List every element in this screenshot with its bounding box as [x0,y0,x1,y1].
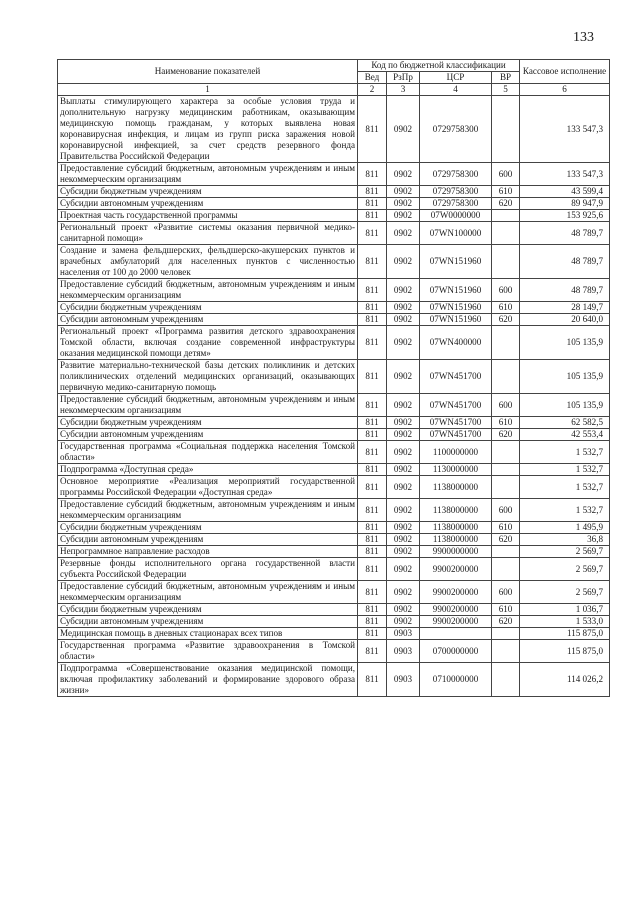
row-amount: 115 875,0 [520,628,610,640]
row-name: Подпрограмма «Доступная среда» [58,464,358,476]
table-row [58,628,610,640]
header-rzpr: РзПр [387,72,420,84]
row-vr: 620 [492,616,520,628]
row-ved: 811 [358,360,387,394]
row-name: Субсидии автономным учреждениям [58,534,358,546]
row-name: Государственная программа «Социальная поддержка населения Томской области» [58,441,358,464]
row-vr: 600 [492,163,520,186]
row-ved: 811 [358,163,387,186]
row-amount: 1 495,9 [520,522,610,534]
row-csr: 9900200000 [420,581,492,604]
row-vr: 610 [492,302,520,314]
row-csr: 07WN400000 [420,326,492,360]
row-rzpr: 0902 [387,522,420,534]
row-csr: 07WN151960 [420,279,492,302]
row-rzpr: 0902 [387,314,420,326]
row-name: Медицинская помощь в дневных стационарах всех типов [58,628,358,640]
row-rzpr: 0902 [387,417,420,429]
row-vr: 610 [492,522,520,534]
row-name: Государственная программа «Развитие здравоохранения в Томской области» [58,640,358,663]
row-name: Предоставление субсидий бюджетным, автономным учреждениям и иным некоммерческим организациям [58,581,358,604]
table-row [58,222,610,245]
row-rzpr: 0902 [387,302,420,314]
row-csr: 07WN100000 [420,222,492,245]
row-amount: 48 789,7 [520,222,610,245]
row-vr: 610 [492,417,520,429]
row-rzpr: 0902 [387,476,420,499]
row-rzpr: 0902 [387,534,420,546]
row-ved: 811 [358,581,387,604]
row-vr [492,222,520,245]
row-csr: 07WN151960 [420,302,492,314]
table-row [58,522,610,534]
row-csr: 0729758300 [420,186,492,198]
row-name: Субсидии бюджетным учреждениям [58,522,358,534]
row-vr: 620 [492,314,520,326]
table-row [58,302,610,314]
row-rzpr: 0902 [387,198,420,210]
row-name: Основное мероприятие «Реализация мероприятий государственной программы Российской Федерации «Доступная среда» [58,476,358,499]
table-row [58,326,610,360]
row-vr [492,663,520,697]
row-vr: 610 [492,186,520,198]
row-ved: 811 [358,616,387,628]
row-rzpr: 0902 [387,360,420,394]
row-csr: 07WN151960 [420,314,492,326]
row-name: Выплаты стимулирующего характера за особые условия труда и дополнительную нагрузку медицинским работникам, оказывающим медицинскую помощь гражданам, у которых выявлена новая коронавирусная инфекция, и лицам из групп риска заражения новой коронавирусной инфекцией, за счет средств резервного фонда Правительства Российской Федерации [58,96,358,163]
row-rzpr: 0902 [387,279,420,302]
row-csr: 0710000000 [420,663,492,697]
row-name: Резервные фонды исполнительного органа государственной власти субъекта Российской Федерации [58,558,358,581]
row-rzpr: 0902 [387,210,420,222]
table-row [58,604,610,616]
row-name: Субсидии автономным учреждениям [58,314,358,326]
table-row [58,279,610,302]
row-amount: 1 036,7 [520,604,610,616]
row-ved: 811 [358,476,387,499]
header-number-row [58,84,610,96]
table-row [58,429,610,441]
header-num-4: 4 [420,84,492,96]
row-rzpr: 0902 [387,499,420,522]
row-rzpr: 0903 [387,628,420,640]
row-csr: 0700000000 [420,640,492,663]
table-row [58,210,610,222]
row-amount: 133 547,3 [520,96,610,163]
table-row [58,558,610,581]
row-rzpr: 0902 [387,394,420,417]
row-vr [492,640,520,663]
row-ved: 811 [358,96,387,163]
row-ved: 811 [358,186,387,198]
row-amount: 2 569,7 [520,581,610,604]
row-ved: 811 [358,326,387,360]
row-name: Создание и замена фельдшерских, фельдшерско-акушерских пунктов и врачебных амбулаторий для населенных пунктов с численностью населения от 100 до 2000 человек [58,245,358,279]
row-vr [492,96,520,163]
table-row [58,417,610,429]
row-rzpr: 0902 [387,604,420,616]
row-csr: 9900000000 [420,546,492,558]
row-ved: 811 [358,499,387,522]
row-ved: 811 [358,302,387,314]
header-num-2: 2 [358,84,387,96]
row-rzpr: 0902 [387,222,420,245]
row-amount: 43 599,4 [520,186,610,198]
row-ved: 811 [358,222,387,245]
row-ved: 811 [358,279,387,302]
row-ved: 811 [358,628,387,640]
row-csr: 1138000000 [420,499,492,522]
row-vr: 620 [492,429,520,441]
header-ved: Вед [358,72,387,84]
header-csr: ЦСР [420,72,492,84]
row-amount: 2 569,7 [520,558,610,581]
row-name: Развитие материально-технической базы детских поликлиник и детских поликлинических отделений медицинских организаций, оказывающих первичную медико-санитарную помощь [58,360,358,394]
row-amount: 1 533,0 [520,616,610,628]
row-rzpr: 0902 [387,245,420,279]
row-vr: 620 [492,534,520,546]
row-vr [492,210,520,222]
table-row [58,616,610,628]
header-cash: Кассовое исполнение [520,60,610,84]
row-amount: 133 547,3 [520,163,610,186]
row-rzpr: 0902 [387,326,420,360]
row-amount: 36,8 [520,534,610,546]
row-rzpr: 0902 [387,186,420,198]
row-csr: 1138000000 [420,522,492,534]
row-rzpr: 0902 [387,558,420,581]
row-csr [420,628,492,640]
row-ved: 811 [358,558,387,581]
row-ved: 811 [358,640,387,663]
header-row-1 [58,60,610,72]
row-csr: 07WN451700 [420,429,492,441]
row-name: Субсидии бюджетным учреждениям [58,302,358,314]
row-csr: 0729758300 [420,198,492,210]
table-row [58,198,610,210]
table-row [58,163,610,186]
row-amount: 115 875,0 [520,640,610,663]
table-row [58,534,610,546]
row-rzpr: 0902 [387,464,420,476]
row-amount: 2 569,7 [520,546,610,558]
table-row [58,186,610,198]
row-vr [492,558,520,581]
row-amount: 48 789,7 [520,245,610,279]
row-name: Субсидии автономным учреждениям [58,429,358,441]
row-amount: 89 947,9 [520,198,610,210]
row-name: Предоставление субсидий бюджетным, автономным учреждениям и иным некоммерческим организациям [58,394,358,417]
row-amount: 42 553,4 [520,429,610,441]
table-row [58,663,610,697]
budget-table [57,59,610,697]
row-name: Региональный проект «Развитие системы оказания первичной медико-санитарной помощи» [58,222,358,245]
header-vr: ВР [492,72,520,84]
row-ved: 811 [358,546,387,558]
row-rzpr: 0902 [387,163,420,186]
row-vr [492,326,520,360]
row-vr [492,546,520,558]
row-amount: 28 149,7 [520,302,610,314]
row-ved: 811 [358,441,387,464]
row-amount: 1 532,7 [520,464,610,476]
table-row [58,581,610,604]
row-ved: 811 [358,534,387,546]
row-csr: 1138000000 [420,476,492,499]
row-vr [492,464,520,476]
row-ved: 811 [358,522,387,534]
row-csr: 0729758300 [420,96,492,163]
table-row [58,499,610,522]
table-body [58,96,610,697]
row-csr: 9900200000 [420,604,492,616]
row-name: Субсидии бюджетным учреждениям [58,417,358,429]
header-num-5: 5 [492,84,520,96]
row-vr: 610 [492,604,520,616]
page-number: 133 [573,30,594,45]
header-code-group: Код по бюджетной классификации [358,60,520,72]
table-row [58,476,610,499]
row-name: Региональный проект «Программа развития детского здравоохранения Томской области, включая создание современной инфраструктуры оказания медицинской помощи детям» [58,326,358,360]
row-name: Подпрограмма «Совершенствование оказания медицинской помощи, включая профилактику заболеваний и формирование здорового образа жизни» [58,663,358,697]
row-amount: 105 135,9 [520,360,610,394]
row-amount: 1 532,7 [520,476,610,499]
header-num-1: 1 [58,84,358,96]
row-vr: 620 [492,198,520,210]
row-amount: 105 135,9 [520,326,610,360]
row-amount: 48 789,7 [520,279,610,302]
row-rzpr: 0902 [387,616,420,628]
row-ved: 811 [358,429,387,441]
row-csr: 07WN151960 [420,245,492,279]
table-row [58,640,610,663]
row-csr: 07WN451700 [420,360,492,394]
row-name: Предоставление субсидий бюджетным, автономным учреждениям и иным некоммерческим организациям [58,163,358,186]
row-csr: 9900200000 [420,616,492,628]
table-row [58,245,610,279]
header-num-3: 3 [387,84,420,96]
table-row [58,360,610,394]
row-amount: 62 582,5 [520,417,610,429]
header-num-6: 6 [520,84,610,96]
row-vr [492,360,520,394]
row-ved: 811 [358,663,387,697]
row-csr: 0729758300 [420,163,492,186]
row-amount: 1 532,7 [520,499,610,522]
row-csr: 1130000000 [420,464,492,476]
table-row [58,394,610,417]
row-name: Предоставление субсидий бюджетным, автономным учреждениям и иным некоммерческим организациям [58,279,358,302]
row-ved: 811 [358,198,387,210]
row-ved: 811 [358,394,387,417]
row-csr: 1138000000 [420,534,492,546]
row-vr: 600 [492,394,520,417]
row-rzpr: 0902 [387,546,420,558]
table-row [58,546,610,558]
row-csr: 1100000000 [420,441,492,464]
table-row [58,314,610,326]
row-amount: 20 640,0 [520,314,610,326]
row-name: Субсидии автономным учреждениям [58,616,358,628]
table-row [58,96,610,163]
row-ved: 811 [358,245,387,279]
header-name: Наименование показателей [58,60,358,84]
row-name: Субсидии бюджетным учреждениям [58,186,358,198]
row-ved: 811 [358,464,387,476]
row-amount: 153 925,6 [520,210,610,222]
row-vr [492,628,520,640]
row-csr: 07WN451700 [420,394,492,417]
row-name: Предоставление субсидий бюджетным, автономным учреждениям и иным некоммерческим организациям [58,499,358,522]
row-rzpr: 0902 [387,429,420,441]
row-rzpr: 0903 [387,663,420,697]
row-name: Непрограммное направление расходов [58,546,358,558]
row-amount: 105 135,9 [520,394,610,417]
row-ved: 811 [358,417,387,429]
row-amount: 1 532,7 [520,441,610,464]
row-name: Субсидии автономным учреждениям [58,198,358,210]
row-csr: 07W0000000 [420,210,492,222]
row-csr: 9900200000 [420,558,492,581]
row-vr: 600 [492,581,520,604]
row-name: Проектная часть государственной программы [58,210,358,222]
row-csr: 07WN451700 [420,417,492,429]
row-vr [492,245,520,279]
row-vr: 600 [492,279,520,302]
row-rzpr: 0903 [387,640,420,663]
row-vr [492,441,520,464]
row-name: Субсидии бюджетным учреждениям [58,604,358,616]
row-vr: 600 [492,499,520,522]
table-row [58,464,610,476]
row-amount: 114 026,2 [520,663,610,697]
row-vr [492,476,520,499]
row-rzpr: 0902 [387,441,420,464]
row-rzpr: 0902 [387,581,420,604]
table-row [58,441,610,464]
row-ved: 811 [358,210,387,222]
row-rzpr: 0902 [387,96,420,163]
row-ved: 811 [358,314,387,326]
row-ved: 811 [358,604,387,616]
